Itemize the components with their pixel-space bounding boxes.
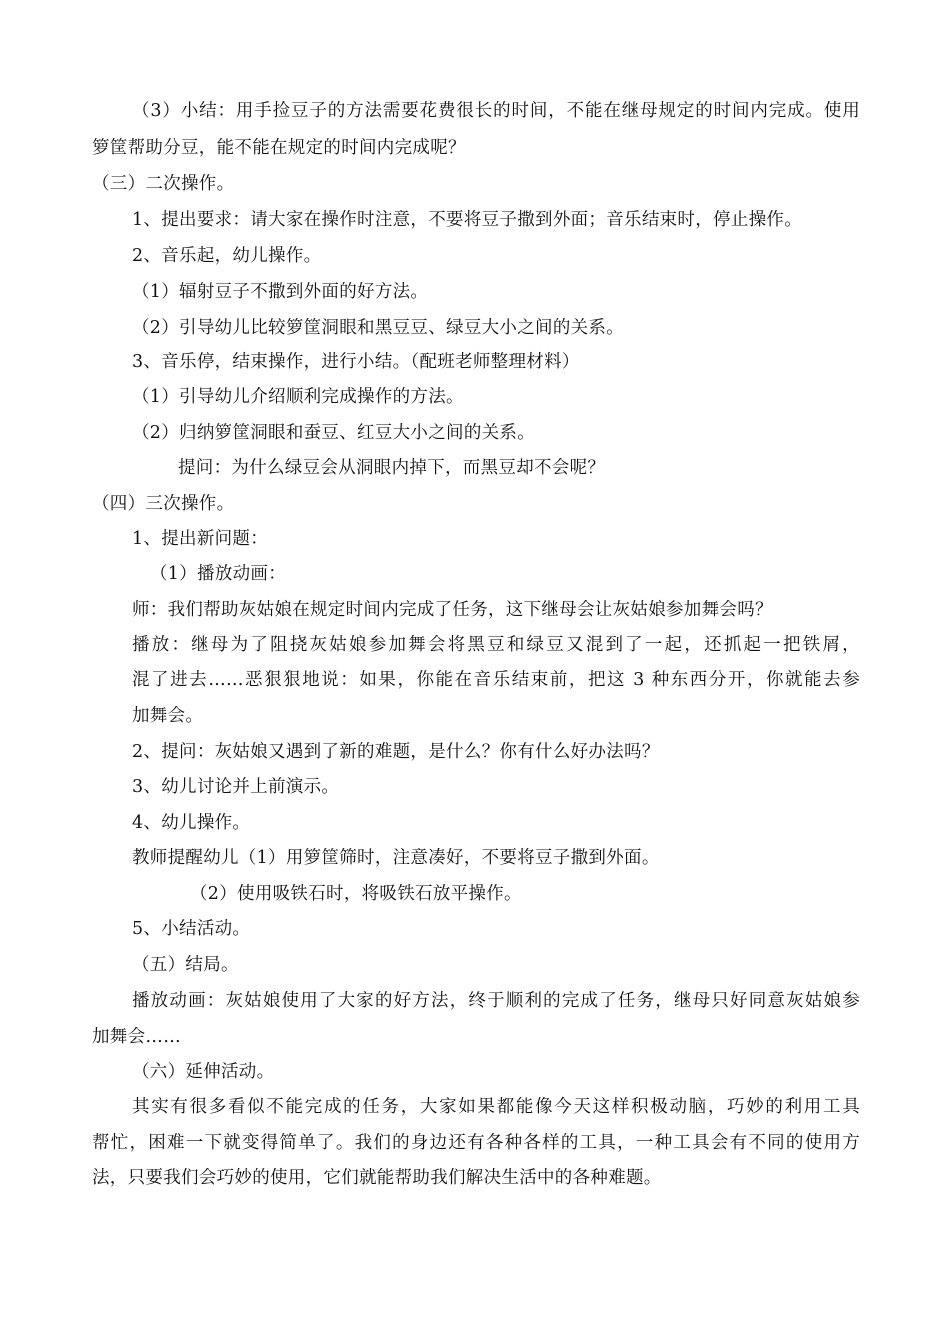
substep-play-animation: （1）播放动画： xyxy=(150,564,287,584)
step-2-question: 2、提问：灰姑娘又遇到了新的难题，是什么？你有什么好办法吗？ xyxy=(132,742,660,762)
substep-3-1: （1）引导幼儿介绍顺利完成操作的方法。 xyxy=(132,387,464,407)
ending-line-1: 播放动画：灰姑娘使用了大家的好方法，终于顺利的完成了任务，继母只好同意灰姑娘参 xyxy=(132,991,860,1011)
summary-3-line-2: 箩筐帮助分豆，能不能在规定的时间内完成呢？ xyxy=(92,138,466,158)
substep-2-1: （1）辐射豆子不撒到外面的好方法。 xyxy=(132,282,429,302)
summary-3-line-1: （3）小结：用手捡豆子的方法需要花费很长的时间，不能在继母规定的时间内完成。使用 xyxy=(132,101,860,121)
extension-line-3: 法，只要我们会巧妙的使用，它们就能帮助我们解决生活中的各种难题。 xyxy=(92,1168,662,1188)
section-heading-ending: （五）结局。 xyxy=(132,955,239,975)
substep-2-2: （2）引导幼儿比较箩筐洞眼和黑豆豆、绿豆大小之间的关系。 xyxy=(132,318,625,338)
step-1-new-question: 1、提出新问题： xyxy=(132,529,269,549)
section-heading-extension: （六）延伸活动。 xyxy=(132,1062,275,1082)
section-heading-third-operation: （四）三次操作。 xyxy=(92,494,235,514)
teacher-line: 师：我们帮助灰姑娘在规定时间内完成了任务，这下继母会让灰姑娘参加舞会吗？ xyxy=(132,600,773,620)
step-5-summary: 5、小结活动。 xyxy=(132,919,251,939)
play-line-3: 加舞会。 xyxy=(132,706,204,726)
extension-line-2: 帮忙，困难一下就变得简单了。我们的身边还有各种各样的工具，一种工具会有不同的使用方 xyxy=(92,1133,860,1153)
play-line-1: 播放：继母为了阻挠灰姑娘参加舞会将黑豆和绿豆又混到了一起，还抓起一把铁屑， xyxy=(132,635,860,655)
question-line: 提问：为什么绿豆会从洞眼内掉下，而黑豆却不会呢？ xyxy=(178,458,606,478)
section-heading-second-operation: （三）二次操作。 xyxy=(92,174,235,194)
step-2-music-start: 2、音乐起，幼儿操作。 xyxy=(132,246,322,266)
ending-line-2: 加舞会…… xyxy=(92,1027,181,1047)
teacher-reminder-2: （2）使用吸铁石时，将吸铁石放平操作。 xyxy=(190,884,522,904)
extension-line-1: 其实有很多看似不能完成的任务，大家如果都能像今天这样积极动脑，巧妙的利用工具 xyxy=(132,1097,860,1117)
step-3-discuss: 3、幼儿讨论并上前演示。 xyxy=(132,777,340,797)
play-line-2: 混了进去……恶狠狠地说：如果，你能在音乐结束前，把这 3 种东西分开，你就能去参 xyxy=(132,670,860,690)
step-1-requirements: 1、提出要求：请大家在操作时注意，不要将豆子撒到外面；音乐结束时，停止操作。 xyxy=(132,210,803,230)
step-3-music-stop: 3、音乐停，结束操作，进行小结。（配班老师整理材料） xyxy=(132,352,580,372)
teacher-reminder-1: 教师提醒幼儿（1）用箩筐筛时，注意凑好，不要将豆子撒到外面。 xyxy=(132,848,660,868)
step-4-operate: 4、幼儿操作。 xyxy=(132,813,251,833)
substep-3-2: （2）归纳箩筐洞眼和蚕豆、红豆大小之间的关系。 xyxy=(132,423,536,443)
